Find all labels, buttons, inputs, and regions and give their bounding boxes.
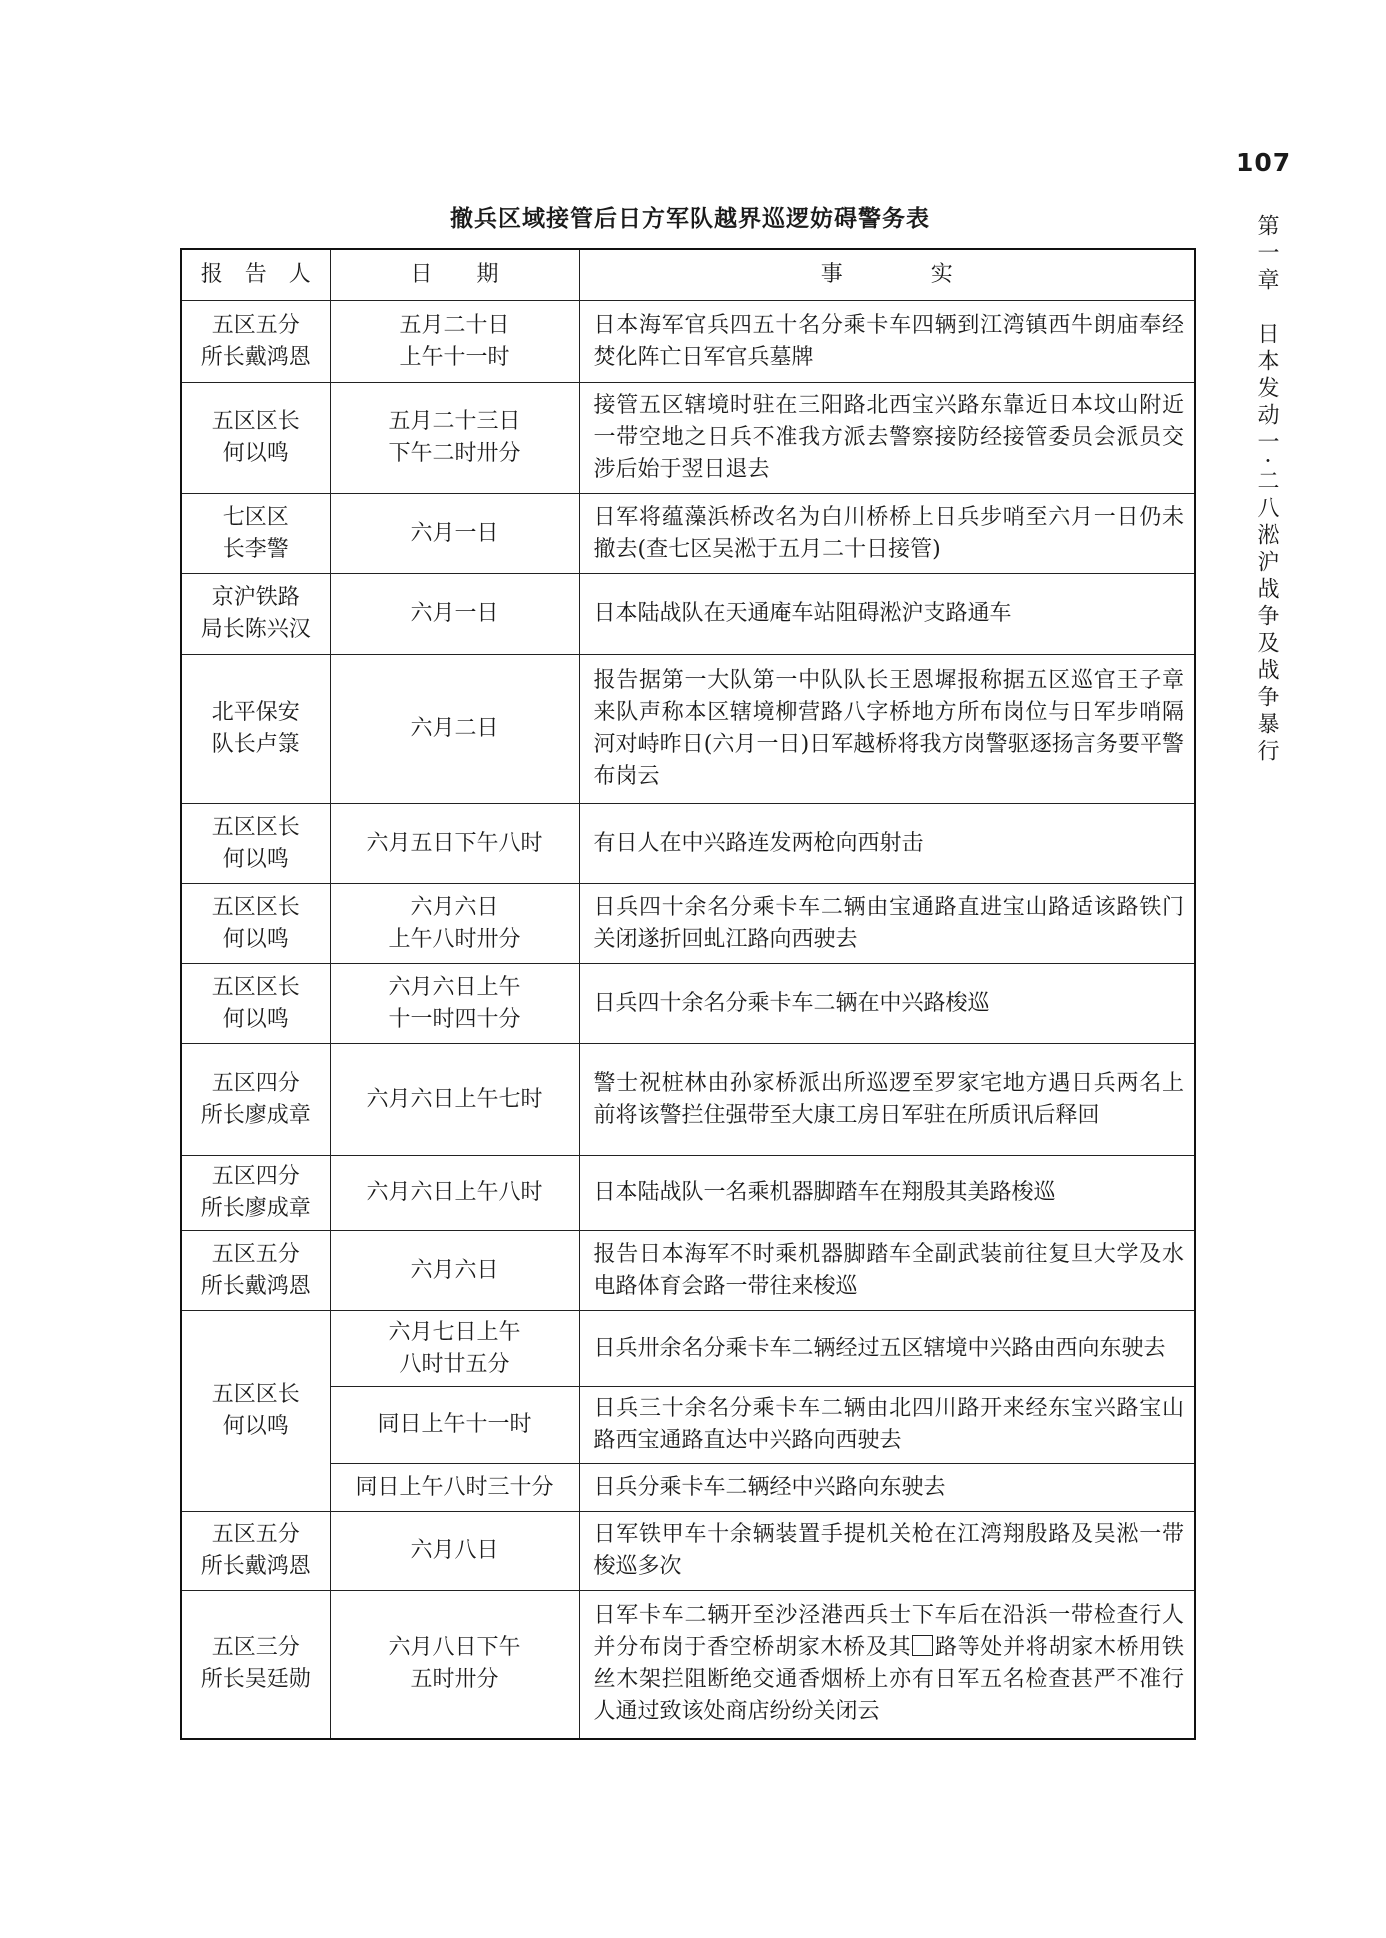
table-row (181, 1591, 1195, 1739)
fact-cell: 日本海军官兵四五十名分乘卡车四辆到江湾镇西牛朗庙奉经焚化阵亡日军官兵墓牌 (579, 301, 1195, 383)
date-cell: 六月六日上午 十一时四十分 (330, 964, 579, 1044)
reporter-cell: 五区区长 何以鸣 (181, 383, 330, 494)
date-cell: 五月二十三日 下午二时卅分 (330, 383, 579, 494)
fact-cell: 警士祝桩林由孙家桥派出所巡逻至罗家宅地方遇日兵两名上前将该警拦住强带至大康工房日军驻在所质讯后释回 (579, 1044, 1195, 1156)
reporter-cell: 五区五分 所长戴鸿恩 (181, 301, 330, 383)
reporter-cell: 北平保安 队长卢箓 (181, 655, 330, 804)
table-row (181, 301, 1195, 383)
reporter-cell: 五区区长 何以鸣 (181, 804, 330, 884)
fact-cell: 日兵三十余名分乘卡车二辆由北四川路开来经东宝兴路宝山路西宝通路直达中兴路向西驶去 (579, 1387, 1195, 1464)
reporter-cell: 京沪铁路 局长陈兴汉 (181, 574, 330, 655)
fact-cell: 日军将蕴藻浜桥改名为白川桥桥上日兵步哨至六月一日仍未撤去(查七区吴淞于五月二十日接管) (579, 494, 1195, 574)
reporter-cell: 五区区长 何以鸣 (181, 964, 330, 1044)
reporter-cell: 五区区长 何以鸣 (181, 884, 330, 964)
fact-cell: 日本陆战队一名乘机器脚踏车在翔殷其美路梭巡 (579, 1156, 1195, 1231)
reporter-cell: 五区三分 所长吴廷勋 (181, 1591, 330, 1739)
reporter-cell: 五区五分 所长戴鸿恩 (181, 1512, 330, 1591)
page-number: 107 (1236, 148, 1292, 177)
table-row (181, 1311, 1195, 1387)
fact-cell: 日军铁甲车十余辆装置手提机关枪在江湾翔殷路及吴淞一带梭巡多次 (579, 1512, 1195, 1591)
table-row (181, 1156, 1195, 1231)
date-cell: 六月六日上午七时 (330, 1044, 579, 1156)
table-row (181, 494, 1195, 574)
header-date: 日 期 (330, 249, 579, 301)
date-cell: 六月六日上午八时 (330, 1156, 579, 1231)
report-table (180, 248, 1196, 1740)
date-cell: 六月一日 (330, 494, 579, 574)
fact-cell: 报告日本海军不时乘机器脚踏车全副武装前往复旦大学及水电路体育会路一带往来梭巡 (579, 1231, 1195, 1311)
table-row (181, 574, 1195, 655)
fact-cell: 有日人在中兴路连发两枪向西射击 (579, 804, 1195, 884)
table-row (181, 964, 1195, 1044)
date-cell: 六月六日 上午八时卅分 (330, 884, 579, 964)
running-head: 第一章 日本发动一·二八淞沪战争及战争暴行 (1254, 214, 1279, 766)
table-row (181, 1512, 1195, 1591)
fact-cell: 日兵四十余名分乘卡车二辆在中兴路梭巡 (579, 964, 1195, 1044)
table-title: 撤兵区域接管后日方军队越界巡逻妨碍警务表 (450, 206, 930, 232)
reporter-cell: 五区四分 所长廖成章 (181, 1044, 330, 1156)
table-row (181, 1387, 1195, 1464)
date-cell: 六月五日下午八时 (330, 804, 579, 884)
table-row (181, 1464, 1195, 1512)
table-row (181, 804, 1195, 884)
date-cell: 五月二十日 上午十一时 (330, 301, 579, 383)
illegible-character-box (912, 1635, 933, 1656)
table-row (181, 1044, 1195, 1156)
reporter-cell: 五区五分 所长戴鸿恩 (181, 1231, 330, 1311)
date-cell: 六月六日 (330, 1231, 579, 1311)
reporter-cell: 五区区长 何以鸣 (181, 1311, 330, 1512)
date-cell: 六月七日上午 八时廿五分 (330, 1311, 579, 1387)
header-fact: 事 实 (579, 249, 1195, 301)
table-header-row (181, 249, 1195, 301)
table-row (181, 655, 1195, 804)
fact-cell: 日兵卅余名分乘卡车二辆经过五区辖境中兴路由西向东驶去 (579, 1311, 1195, 1387)
date-cell: 同日上午八时三十分 (330, 1464, 579, 1512)
date-cell: 六月八日 (330, 1512, 579, 1591)
table-row (181, 383, 1195, 494)
fact-cell: 报告据第一大队第一中队队长王恩墀报称据五区巡官王子章来队声称本区辖境柳营路八字桥地方所布岗位与日军步哨隔河对峙昨日(六月一日)日军越桥将我方岗警驱逐扬言务要平警布岗云 (579, 655, 1195, 804)
fact-cell: 日军卡车二辆开至沙泾港西兵士下车后在沿浜一带检查行人并分布岗于香空桥胡家木桥及其 路等处并将胡家木桥用铁丝木架拦阻断绝交通香烟桥上亦有日军五名检查甚严不准行人通过致该处商店纷纷关闭云 (579, 1591, 1195, 1739)
reporter-cell: 五区四分 所长廖成章 (181, 1156, 330, 1231)
fact-cell: 日本陆战队在天通庵车站阻碍淞沪支路通车 (579, 574, 1195, 655)
fact-cell: 接管五区辖境时驻在三阳路北西宝兴路东靠近日本坟山附近一带空地之日兵不准我方派去警察接防经接管委员会派员交涉后始于翌日退去 (579, 383, 1195, 494)
date-cell: 六月八日下午 五时卅分 (330, 1591, 579, 1739)
date-cell: 同日上午十一时 (330, 1387, 579, 1464)
fact-cell: 日兵四十余名分乘卡车二辆由宝通路直进宝山路适该路铁门关闭遂折回虬江路向西驶去 (579, 884, 1195, 964)
table-row (181, 884, 1195, 964)
table-row (181, 1231, 1195, 1311)
fact-cell: 日兵分乘卡车二辆经中兴路向东驶去 (579, 1464, 1195, 1512)
date-cell: 六月二日 (330, 655, 579, 804)
reporter-cell: 七区区 长李警 (181, 494, 330, 574)
date-cell: 六月一日 (330, 574, 579, 655)
header-reporter: 报 告 人 (181, 249, 330, 301)
